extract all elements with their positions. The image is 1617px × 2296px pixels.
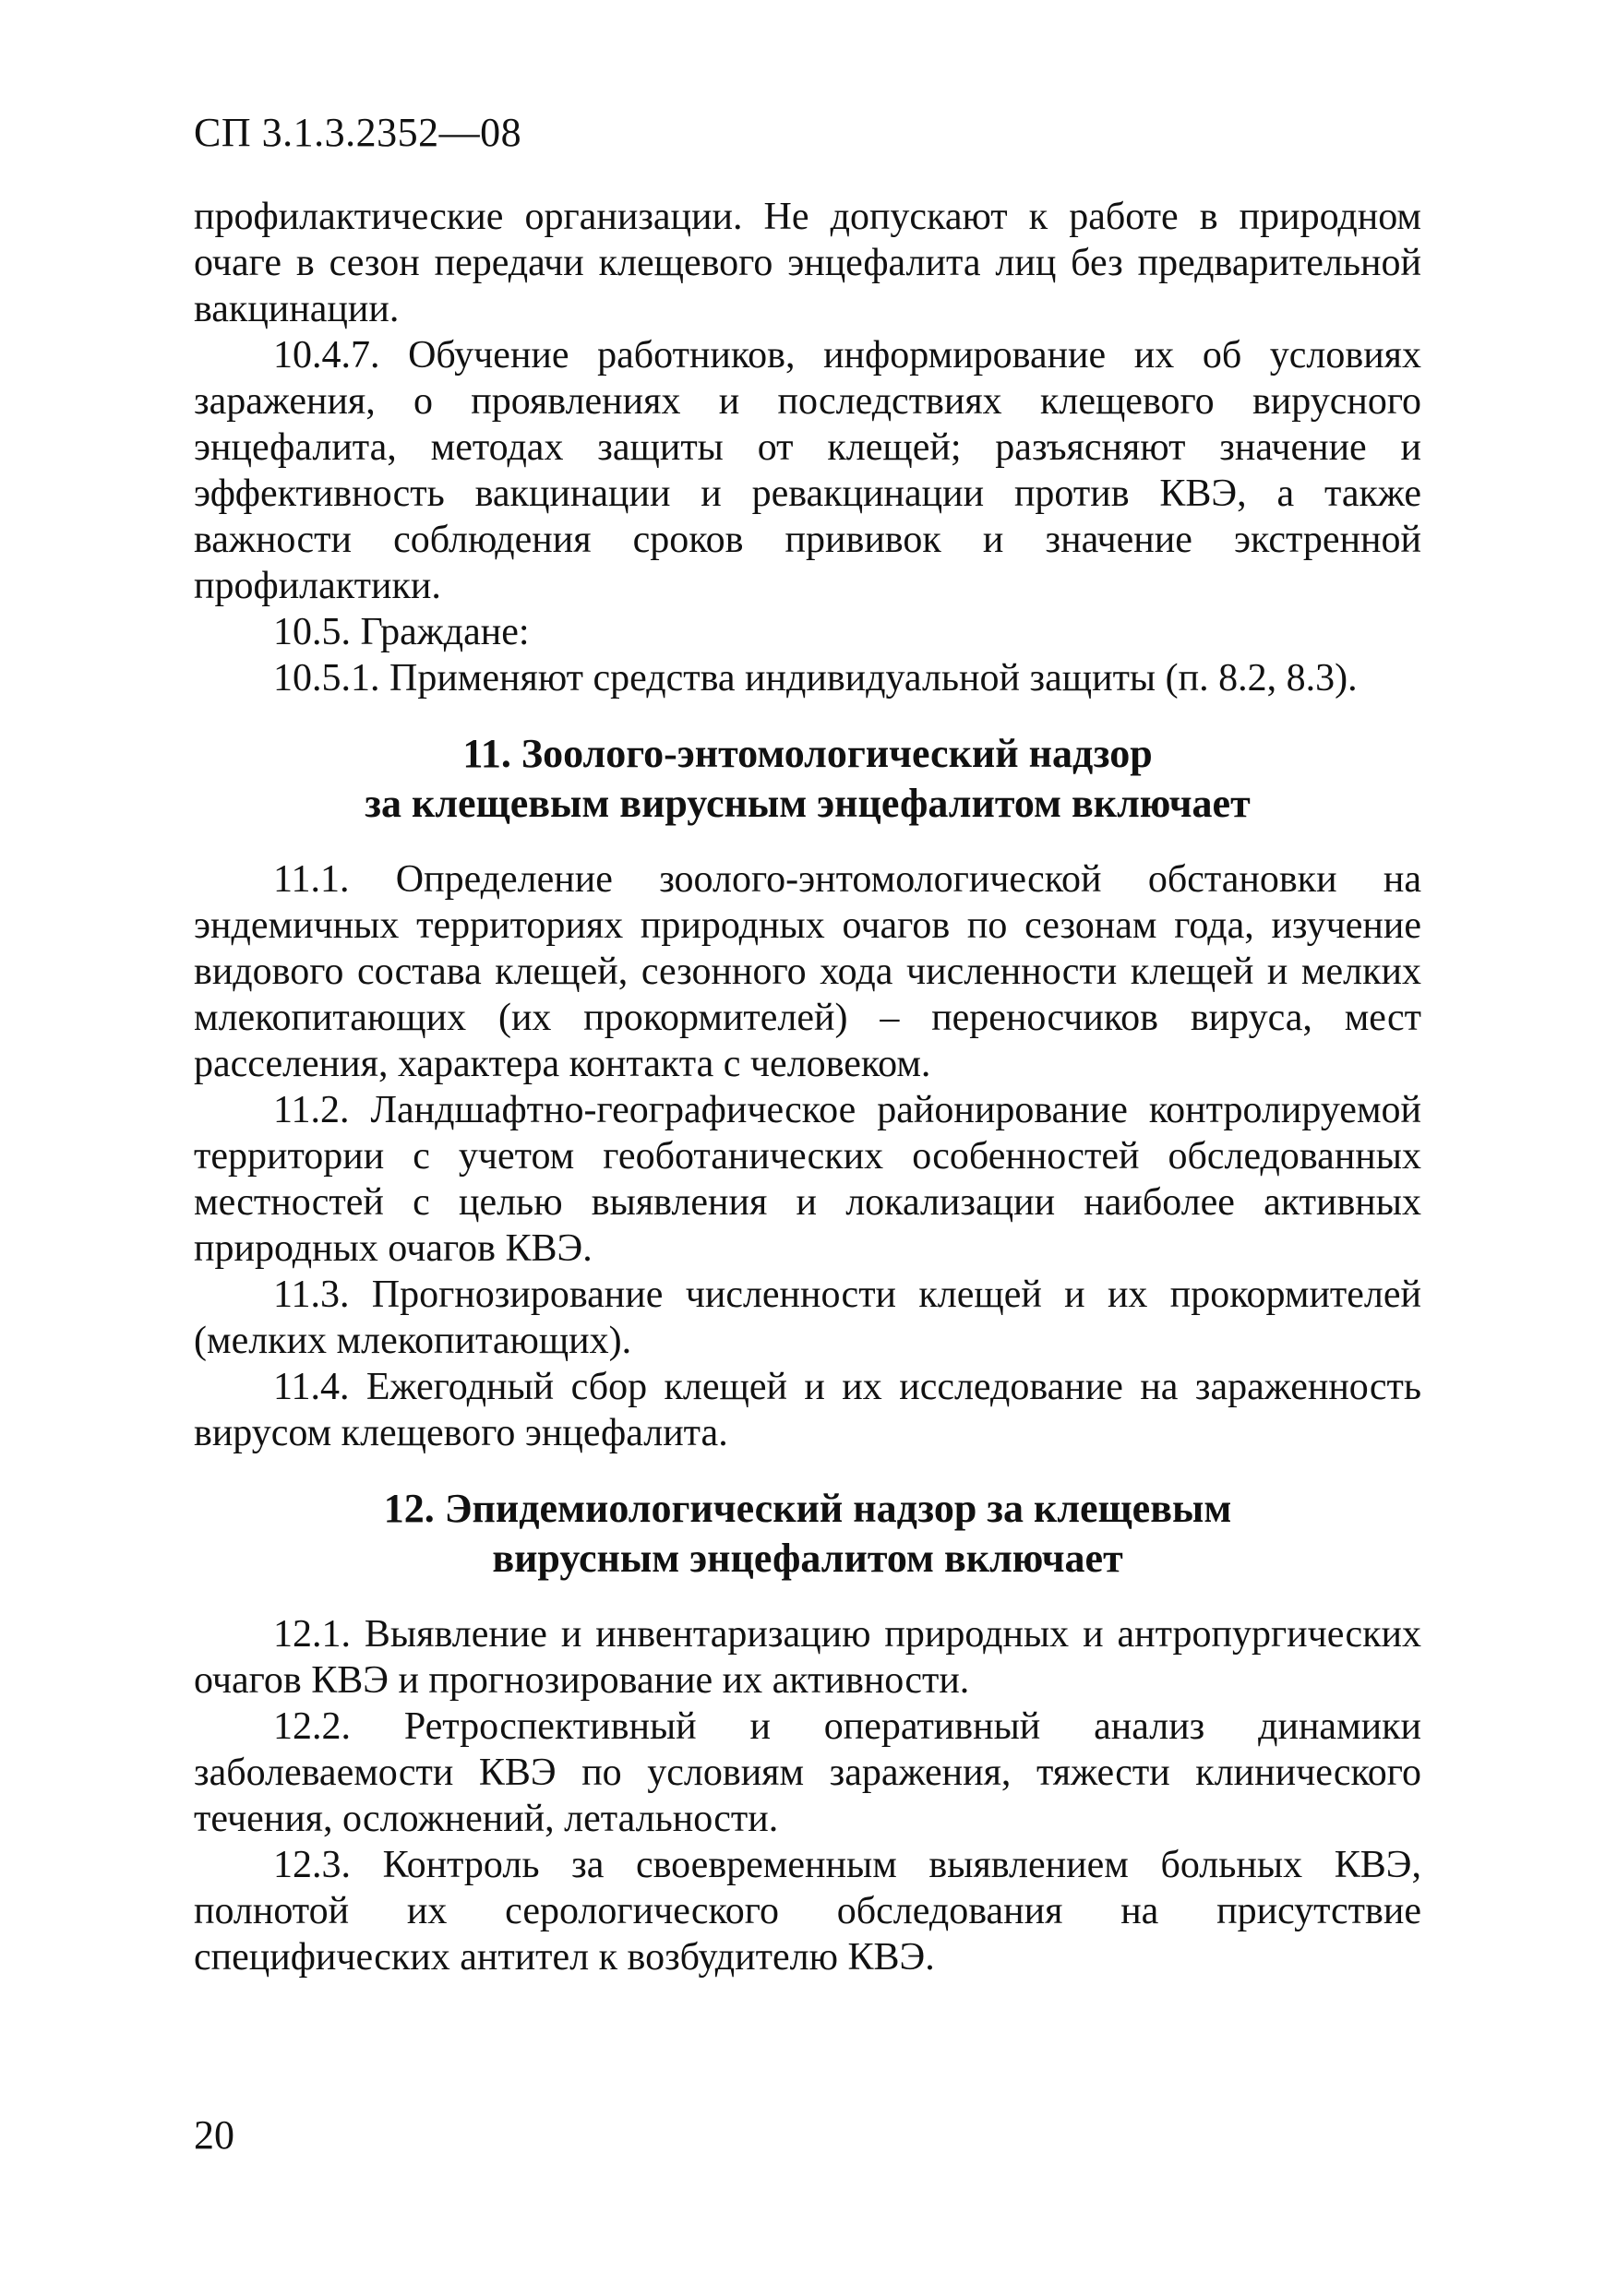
clause-10-5: 10.5. Граждане: [273, 611, 530, 653]
clause-12-1: 12.1. Выявление и инвентаризацию природных и антропургических очагов КВЭ и прогнозирование их активности. [194, 1613, 1421, 1702]
section-11-title [194, 729, 1421, 829]
document-code-header: СП 3.1.3.2352—08 [194, 110, 522, 155]
section-11-title-line-1: 11. Зоолого-энтомологический надзор [462, 731, 1153, 776]
continued-paragraph: профилактические организации. Не допускают к работе в природном очаге в сезон передачи клещевого энцефалита лиц без предварительной вакцинации. [194, 196, 1421, 330]
clause-11-3: 11.3. Прогнозирование численности клещей и их прокормителей (мелких млекопитающих). [194, 1274, 1421, 1362]
section-12-title-line-1: 12. Эпидемиологический надзор за клещевым [383, 1486, 1232, 1531]
section-12-title [194, 1484, 1421, 1584]
section-11-title-line-2: за клещевым вирусным энцефалитом включает [365, 781, 1251, 826]
page-number: 20 [194, 2112, 234, 2158]
clause-10-4-7: 10.4.7. Обучение работников, информирование их об условиях заражения, о проявлениях и последствиях клещевого вирусного энцефалита, методах защиты от клещей; разъясняют значение и эффективность вакцинации и ревакцинации против КВЭ, а также важности соблюдения сроков прививок и значение экстренной профилактики. [194, 334, 1421, 607]
clause-12-2: 12.2. Ретроспективный и оперативный анализ динамики заболеваемости КВЭ по условиям заражения, тяжести клинического течения, осложнений, летальности. [194, 1705, 1421, 1840]
section-12-title-line-2: вирусным энцефалитом включает [492, 1536, 1123, 1581]
clause-11-1: 11.1. Определение зоолого-энтомологической обстановки на эндемичных территориях природных очагов по сезонам года, изучение видового состава клещей, сезонного хода численности клещей и мелких млекопитающих (их прокормителей) – переносчиков вируса, мест расселения, характера контакта с человеком. [194, 858, 1421, 1085]
clause-10-5-1: 10.5.1. Применяют средства индивидуальной защиты (п. 8.2, 8.3). [273, 657, 1358, 700]
clause-11-2: 11.2. Ландшафтно-географическое районирование контролируемой территории с учетом геоботанических особенностей обследованных местностей с целью выявления и локализации наиболее активных природных очагов КВЭ. [194, 1089, 1421, 1270]
page-body [194, 194, 1421, 1980]
clause-12-3: 12.3. Контроль за своевременным выявлением больных КВЭ, полнотой их серологического обследования на присутствие специфических антител к возбудителю КВЭ. [194, 1844, 1421, 1979]
clause-11-4: 11.4. Ежегодный сбор клещей и их исследование на зараженность вирусом клещевого энцефалита. [194, 1366, 1421, 1454]
